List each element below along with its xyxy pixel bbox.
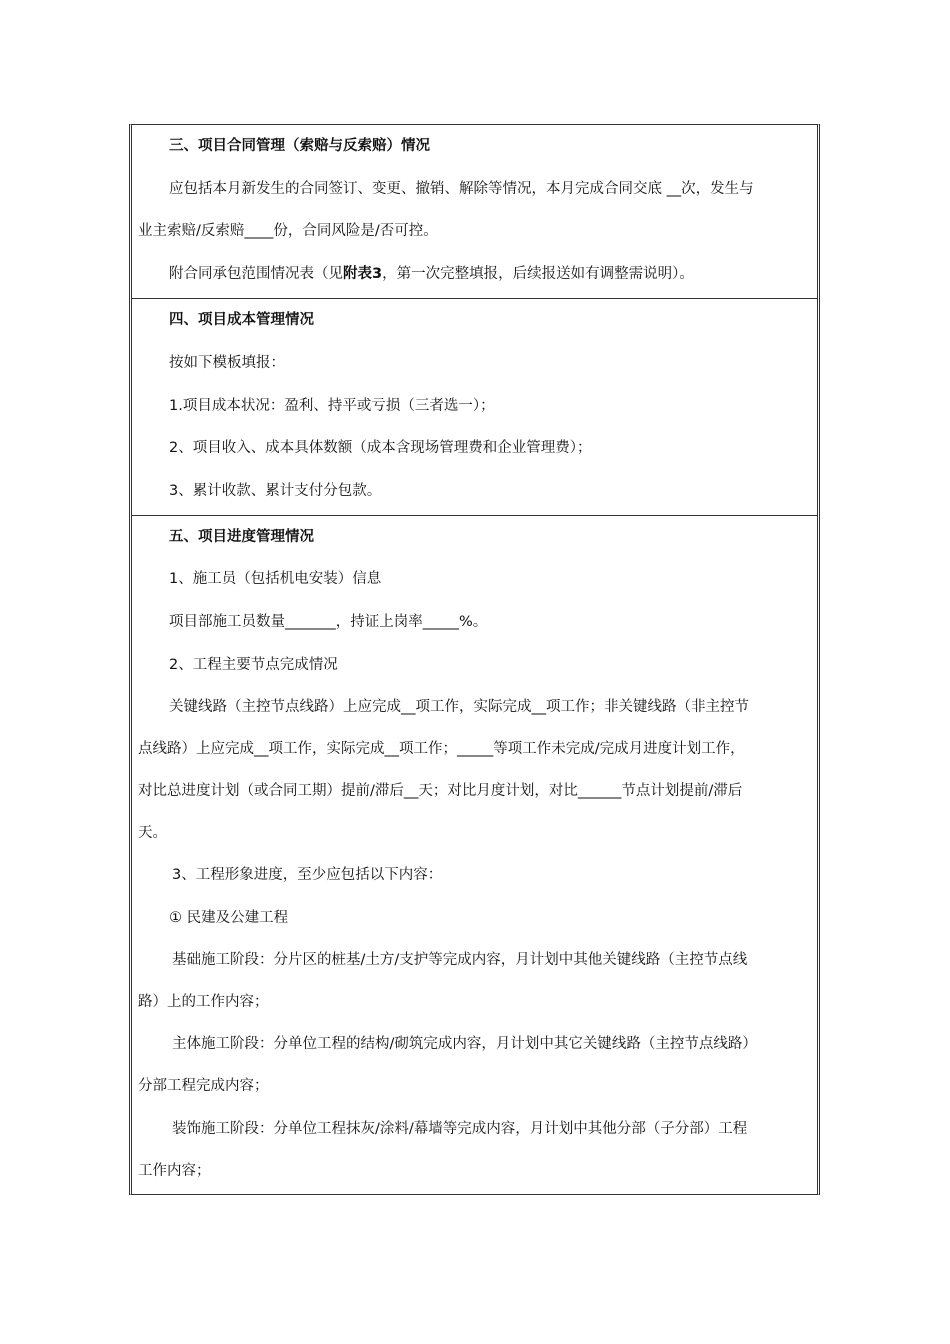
- attachment-note-prefix: 附合同承包范围情况表（见: [169, 266, 343, 282]
- paragraph-line: 天。: [138, 825, 167, 841]
- report-table: [129, 124, 820, 1195]
- paragraph-line: 1.项目成本状况：盈利、持平或亏损（三者选一）；: [169, 398, 495, 414]
- section-heading: 四、项目成本管理情况: [169, 312, 314, 328]
- paragraph-line: 工作内容；: [138, 1163, 211, 1179]
- paragraph-line: 装饰施工阶段：分单位工程抹灰/涂料/幕墙等完成内容，月计划中其他分部（子分部）工程: [172, 1121, 748, 1137]
- paragraph-line: 业主索赔/反索赔____份，合同风险是/否可控。: [138, 223, 438, 239]
- paragraph-line: 主体施工阶段：分单位工程的结构/砌筑完成内容，月计划中其它关键线路（主控节点线路）: [172, 1036, 757, 1052]
- paragraph-line: 基础施工阶段：分片区的桩基/土方/支护等完成内容，月计划中其他关键线路（主控节点线: [172, 952, 748, 968]
- section-contract-management: [132, 125, 817, 298]
- paragraph-line: 3、累计收款、累计支付分包款。: [169, 483, 382, 499]
- attachment-note-suffix: ，第一次完整填报，后续报送如有调整需说明）。: [382, 266, 694, 282]
- paragraph-line: 1、施工员（包括机电安装）信息: [169, 571, 382, 587]
- section-heading: 五、项目进度管理情况: [169, 529, 314, 545]
- paragraph-line: 分部工程完成内容；: [138, 1078, 269, 1094]
- paragraph-line: 2、工程主要节点完成情况: [169, 657, 338, 673]
- paragraph-line: 应包括本月新发生的合同签订、变更、撤销、解除等情况，本月完成合同交底 __次，发生与: [169, 181, 754, 197]
- paragraph-line: 2、项目收入、成本具体数额（成本含现场管理费和企业管理费）；: [169, 440, 592, 456]
- attachment-note: [169, 264, 694, 284]
- paragraph-line: 对比总进度计划（或合同工期）提前/滞后__天；对比月度计划，对比______节点计划提前/滞后: [138, 783, 743, 799]
- paragraph-line: 关键线路（主控节点线路）上应完成__项工作，实际完成__项工作；非关键线路（非主控节: [169, 699, 749, 715]
- paragraph-line: 3、工程形象进度，至少应包括以下内容：: [172, 867, 443, 883]
- paragraph-line: 按如下模板填报：: [169, 355, 285, 371]
- paragraph-line: ① 民建及公建工程: [169, 910, 289, 926]
- paragraph-line: 项目部施工员数量_______，持证上岗率_____%。: [169, 614, 488, 630]
- section-cost-management: [132, 298, 817, 515]
- paragraph-line: 路）上的工作内容；: [138, 994, 269, 1010]
- section-heading: 三、项目合同管理（索赔与反索赔）情况: [169, 138, 430, 154]
- attachment-reference: 附表3: [343, 266, 383, 282]
- paragraph-line: 点线路）上应完成__项工作，实际完成__项工作；_____等项工作未完成/完成月进度计划工作，: [138, 741, 745, 757]
- section-schedule-management: [132, 515, 817, 1195]
